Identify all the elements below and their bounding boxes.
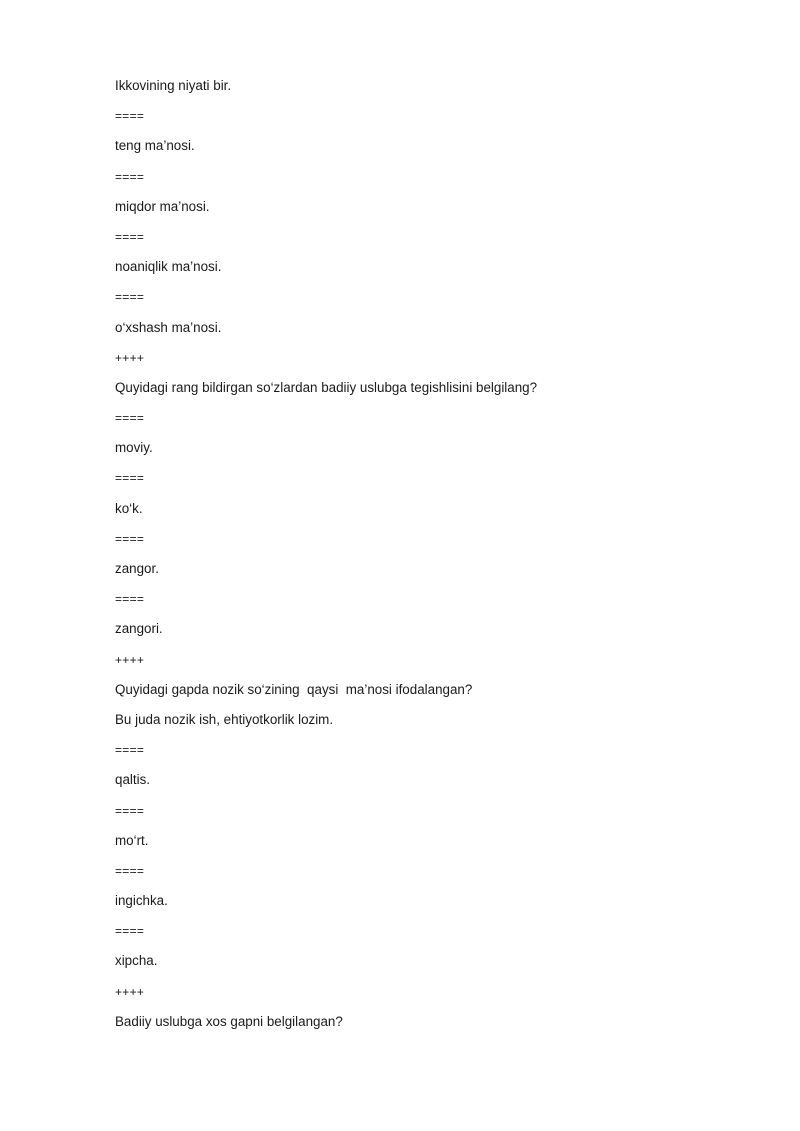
- answer-option: mo‘rt.: [115, 832, 149, 848]
- answer-option: xipcha.: [115, 953, 158, 969]
- answer-option: ingichka.: [115, 893, 168, 909]
- answer-option: teng ma’nosi.: [115, 138, 195, 154]
- question-text: Badiiy uslubga xos gapni belgilangan?: [115, 1013, 343, 1029]
- answer-separator: ====: [115, 531, 145, 546]
- answer-separator: ====: [115, 169, 145, 184]
- answer-separator: ====: [115, 290, 145, 305]
- question-text: Quyidagi rang bildirgan so‘zlardan badiiy uslubga tegishlisini belgilang?: [115, 379, 538, 395]
- answer-separator: ====: [115, 803, 145, 818]
- answer-option: o‘xshash ma’nosi.: [115, 319, 222, 335]
- answer-option: zangor.: [115, 561, 159, 576]
- question-separator: ++++: [115, 350, 145, 365]
- text-line: Ikkovining niyati bir.: [115, 78, 232, 93]
- answer-separator: ====: [115, 924, 145, 939]
- answer-separator: ====: [115, 471, 145, 486]
- answer-option: noaniqlik ma’nosi.: [115, 259, 222, 275]
- answer-separator: ====: [115, 411, 145, 426]
- answer-option: ko‘k.: [115, 500, 143, 516]
- answer-option: moviy.: [115, 440, 153, 456]
- answer-separator: ====: [115, 592, 145, 607]
- question-separator: ++++: [115, 984, 145, 999]
- question-text: Quyidagi gapda nozik so‘zining qaysi ma’nosi ifodalangan?: [115, 681, 473, 697]
- answer-option: qaltis.: [115, 772, 150, 788]
- document-body: [115, 76, 755, 1042]
- answer-separator: ====: [115, 109, 145, 124]
- answer-separator: ====: [115, 863, 145, 878]
- answer-separator: ====: [115, 743, 145, 758]
- question-example: Bu juda nozik ish, ehtiyotkorlik lozim.: [115, 711, 334, 727]
- answer-separator: ====: [115, 229, 145, 244]
- answer-option: zangori.: [115, 621, 163, 637]
- question-separator: ++++: [115, 652, 145, 667]
- answer-option: miqdor ma’nosi.: [115, 198, 210, 214]
